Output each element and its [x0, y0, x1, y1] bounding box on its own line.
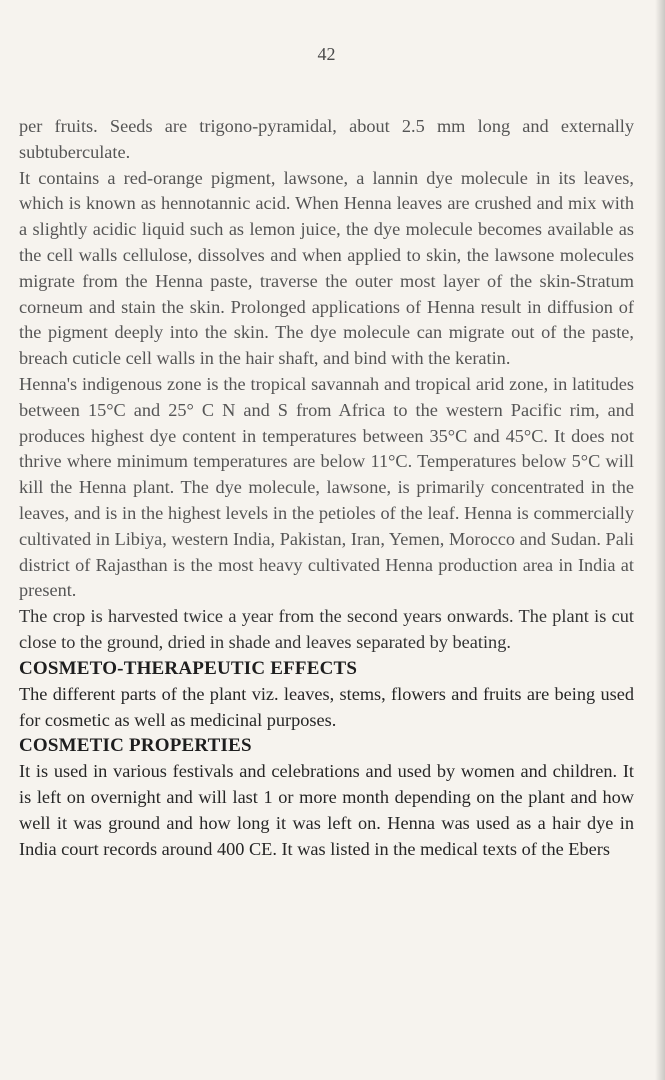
page-edge-shadow: [655, 0, 665, 1080]
paragraph-indigenous-zone: Henna's indigenous zone is the tropical savannah and tropical arid zone, in latitudes between 15°C and 25° C N and S from Africa to the western Pacific rim, and produces highest dye content in temperatures between 35°C and 45°C. It does not thrive where minimum temperatures are below 11°C. Temperatures below 5°C will kill the Henna plant. The dye molecule, lawsone, is primarily concentrated in the leaves, and is in the highest levels in the petioles of the leaf. Henna is commercially cultivated in Libiya, western India, Pakistan, Iran, Yemen, Morocco and Sudan. Pali district of Rajasthan is the most heavy cultivated Henna production area in India at present.: [19, 373, 634, 601]
paragraph-plant-parts: The different parts of the plant viz. leaves, stems, flowers and fruits are being used for cosmetic as well as medicinal purposes.: [19, 683, 634, 730]
paragraph-seeds: per fruits. Seeds are trigono-pyramidal, about 2.5 mm long and externally subtuberculate.: [19, 116, 634, 162]
heading-cosmetic-properties: COSMETIC PROPERTIES: [19, 735, 252, 757]
paragraph-harvest: The crop is harvested twice a year from the second years onwards. The plant is cut close to the ground, dried in shade and leaves separated by beating.: [19, 606, 634, 652]
paragraph-festivals: It is used in various festivals and celebrations and used by women and children. It is left on overnight and will last 1 or more month depending on the plant and how well it was ground and how long it was left on. Henna was used as a hair dye in India court records around 400 CE. It was listed in the medical texts of the Ebers: [19, 761, 634, 859]
heading-cosmeto-therapeutic: COSMETO-THERAPEUTIC EFFECTS: [19, 657, 358, 679]
page-number: 42: [317, 44, 336, 64]
paragraph-pigment: It contains a red-orange pigment, lawsone, a lannin dye molecule in its leaves, which is known as hennotannic acid. When Henna leaves are crushed and mix with a slightly acidic liquid such as lemon juice, the dye molecule becomes available as the cell walls cellulose, dissolves and when applied to skin, the lawsone molecules migrate from the Henna paste, traverse the outer most layer of the skin-Stratum corneum and stain the skin. Prolonged applications of Henna result in diffusion of the pigment deeply into the skin. The dye molecule can migrate out of the paste, breach cuticle cell walls in the hair shaft, and bind with the keratin.: [19, 167, 634, 369]
